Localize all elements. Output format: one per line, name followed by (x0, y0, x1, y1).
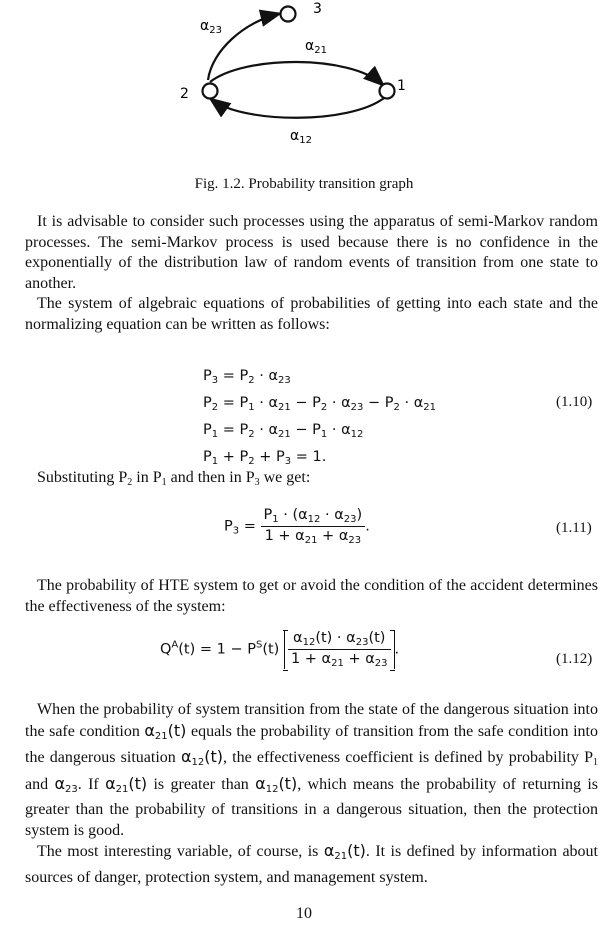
node-1-label: 1 (397, 78, 406, 94)
node-3 (281, 7, 296, 22)
paragraph-4-text: The probability of HTE system to get or avoid the condition of the accident determines the effectiveness of the system: (25, 577, 598, 615)
node-1 (380, 84, 395, 99)
equation-1-11: $P_3$ = $\frac{P_1 \cdot (\alpha_{12} \cdot \alpha_{23})}{1 + \alpha_{21} + \alpha_{23}}$ . (224, 507, 370, 546)
paragraph-5 (25, 700, 598, 888)
equation-number-1-11: (1.11) (556, 520, 592, 536)
edge-2-to-3 (208, 14, 278, 80)
node-3-label: 3 (313, 1, 322, 17)
node-2-label: 2 (180, 86, 189, 102)
page-number: 10 (296, 905, 312, 922)
edge-1-to-2 (212, 98, 384, 118)
equation-1-12: $Q^A(t) = 1 - P^S(t)$ $\frac{\alpha_{12}(t) \cdot \alpha_{23}(t)}{1 + \alpha_{21} + \alpha_{23}}$ . (160, 630, 400, 669)
transition-graph (150, 0, 450, 160)
edge-label-a12: $\alpha_{12}$ (290, 128, 312, 146)
edge-label-a21: $\alpha_{21}$ (305, 38, 327, 56)
paragraph-1 (25, 212, 598, 335)
node-2 (203, 84, 218, 99)
paragraph-3-text: Substituting $P_2$ in $P_1$ and then in $P_3$ we get: (37, 469, 311, 488)
equation-number-1-12: (1.12) (556, 651, 593, 667)
paragraph-5-text: When the probability of system transition from the state of the dangerous situation into the safe condition $\alpha_{21}(t)$ equals the probability of transition from the safe condition into the dangerous situation $\alpha_{12}(t)$, the effectiveness coefficient is defined by probability $P_1$ and $\alpha_{23}$. If $\alpha_{21}(t)$ is greater than $\alpha_{12}(t)$, which means the probability of returning is greater than the probability of transitions in a dangerous situation, then the protection system is good. (25, 701, 599, 839)
eq-p3: $P_3 = P_2 \cdot \alpha_{23}$ (203, 368, 291, 386)
figure-caption: Fig. 1.2. Probability transition graph (194, 176, 414, 192)
paragraph-1-text: It is advisable to consider such processes using the apparatus of semi-Markov random processes. The semi-Markov process is used because there is no confidence in the exponentially of the distribution law of random events of transition from one state to another. (25, 213, 598, 292)
paragraph-2-text: The system of algebraic equations of probabilities of getting into each state and the normalizing equation can be written as follows: (25, 295, 598, 333)
edge-label-a23: $\alpha_{23}$ (200, 18, 222, 36)
edge-2-to-1 (210, 62, 382, 84)
eq-norm: $P_1 + P_2 + P_3 = 1$. (203, 449, 327, 467)
eq-p1: $P_1 = P_2 \cdot \alpha_{21} - P_1 \cdot \alpha_{12}$ (203, 422, 364, 440)
paragraph-6-text: The most interesting variable, of course, is $\alpha_{21}(t)$. It is defined by information about sources of danger, protection system, and management system. (25, 841, 598, 886)
paragraph-4 (25, 576, 598, 617)
equation-number-1-10: (1.10) (556, 394, 593, 410)
equation-system-1-10 (203, 365, 436, 473)
paragraph-3 (25, 468, 598, 494)
eq-p2: $P_2 = P_1 \cdot \alpha_{21} - P_2 \cdot \alpha_{23} - P_2 \cdot \alpha_{21}$ (203, 395, 436, 413)
